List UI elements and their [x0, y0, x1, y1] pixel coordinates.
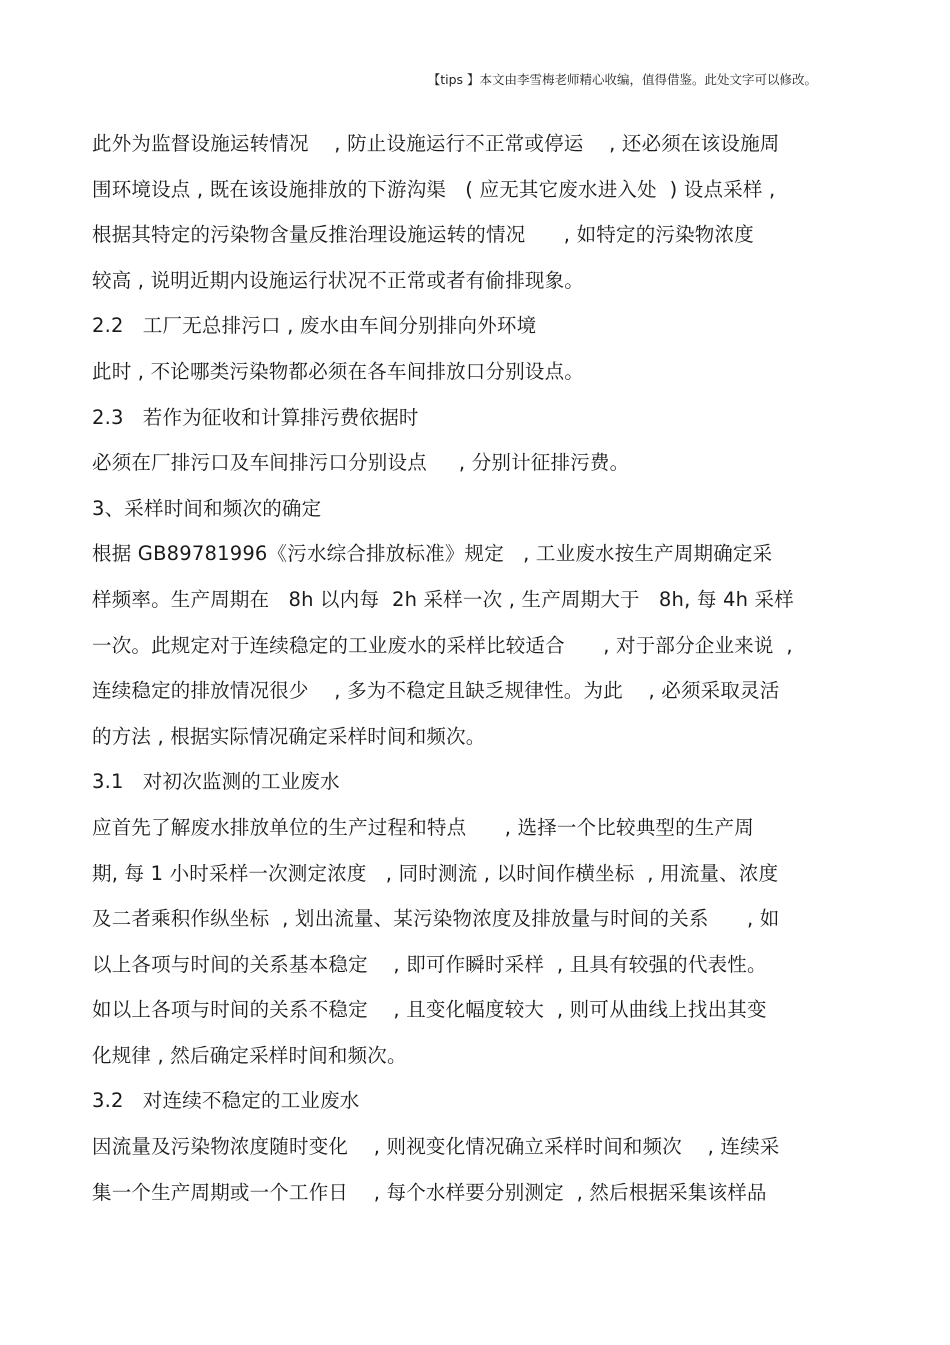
- text-line: 较高 , 说明近期内设施运行状况不正常或者有偷排现象。: [92, 268, 584, 292]
- text-line: 应首先了解废水排放单位的生产过程和特点 , 选择一个比较典型的生产周: [92, 815, 754, 839]
- section-heading: 3.2 对连续不稳定的工业废水: [92, 1089, 360, 1113]
- text-line: 此外为监督设施运转情况 , 防止设施运行不正常或停运 , 还必须在该设施周: [92, 132, 780, 155]
- text-line: 样频率。生产周期在 8h 以内每 2h 采样一次 , 生产周期大于 8h, 每 4h 采样: [92, 587, 794, 611]
- text-line: 如以上各项与时间的关系不稳定 , 且变化幅度较大 , 则可从曲线上找出其变: [92, 998, 767, 1022]
- text-line: 根据 GB89781996《污水综合排放标准》规定 , 工业废水按生产周期确定采: [92, 542, 773, 566]
- text-line: 以上各项与时间的关系基本稳定 , 即可作瞬时采样 , 且具有较强的代表性。: [92, 952, 767, 976]
- header-tip: 【tips 】本文由李雪梅老师精心收编，值得借鉴。此处文字可以修改。: [427, 72, 817, 87]
- text-line: 及二者乘积作纵坐标 , 划出流量、某污染物浓度及排放量与时间的关系 , 如: [92, 907, 780, 931]
- section-heading: 2.3 若作为征收和计算排污费依据时: [92, 405, 419, 429]
- text-line: 化规律 , 然后确定采样时间和频次。: [92, 1043, 407, 1067]
- section-heading: 3、采样时间和频次的确定: [92, 496, 322, 520]
- text-line: 连续稳定的排放情况很少 , 多为不稳定且缺乏规律性。为此 , 必须采取灵活: [92, 679, 780, 703]
- text-line: 的方法 , 根据实际情况确定采样时间和频次。: [92, 724, 486, 748]
- text-line: 集一个生产周期或一个工作日 , 每个水样要分别测定 , 然后根据采集该样品: [92, 1180, 767, 1204]
- document-body: [92, 127, 872, 1221]
- text-line: 根据其特定的污染物含量反推治理设施运转的情况 , 如特定的污染物浓度: [92, 223, 754, 247]
- text-line: 一次。此规定对于连续稳定的工业废水的采样比较适合 , 对于部分企业来说 ,: [92, 633, 793, 657]
- text-line: 期, 每 1 小时采样一次测定浓度 , 同时测流 , 以时间作横坐标 , 用流量、浓度: [92, 861, 779, 885]
- text-line: 必须在厂排污口及车间排污口分别设点 , 分别计征排污费。: [92, 451, 630, 475]
- text-line: 此时 , 不论哪类污染物都必须在各车间排放口分别设点。: [92, 359, 584, 383]
- section-heading: 3.1 对初次监测的工业废水: [92, 770, 340, 794]
- text-line: 因流量及污染物浓度随时变化 , 则视变化情况确立采样时间和频次 , 连续采: [92, 1135, 780, 1159]
- text-line: 围环境设点 , 既在该设施排放的下游沟渠 ( 应无其它废水进入处 ) 设点采样 ,: [92, 177, 776, 201]
- section-heading: 2.2 工厂无总排污口 , 废水由车间分别排向外环境: [92, 314, 537, 338]
